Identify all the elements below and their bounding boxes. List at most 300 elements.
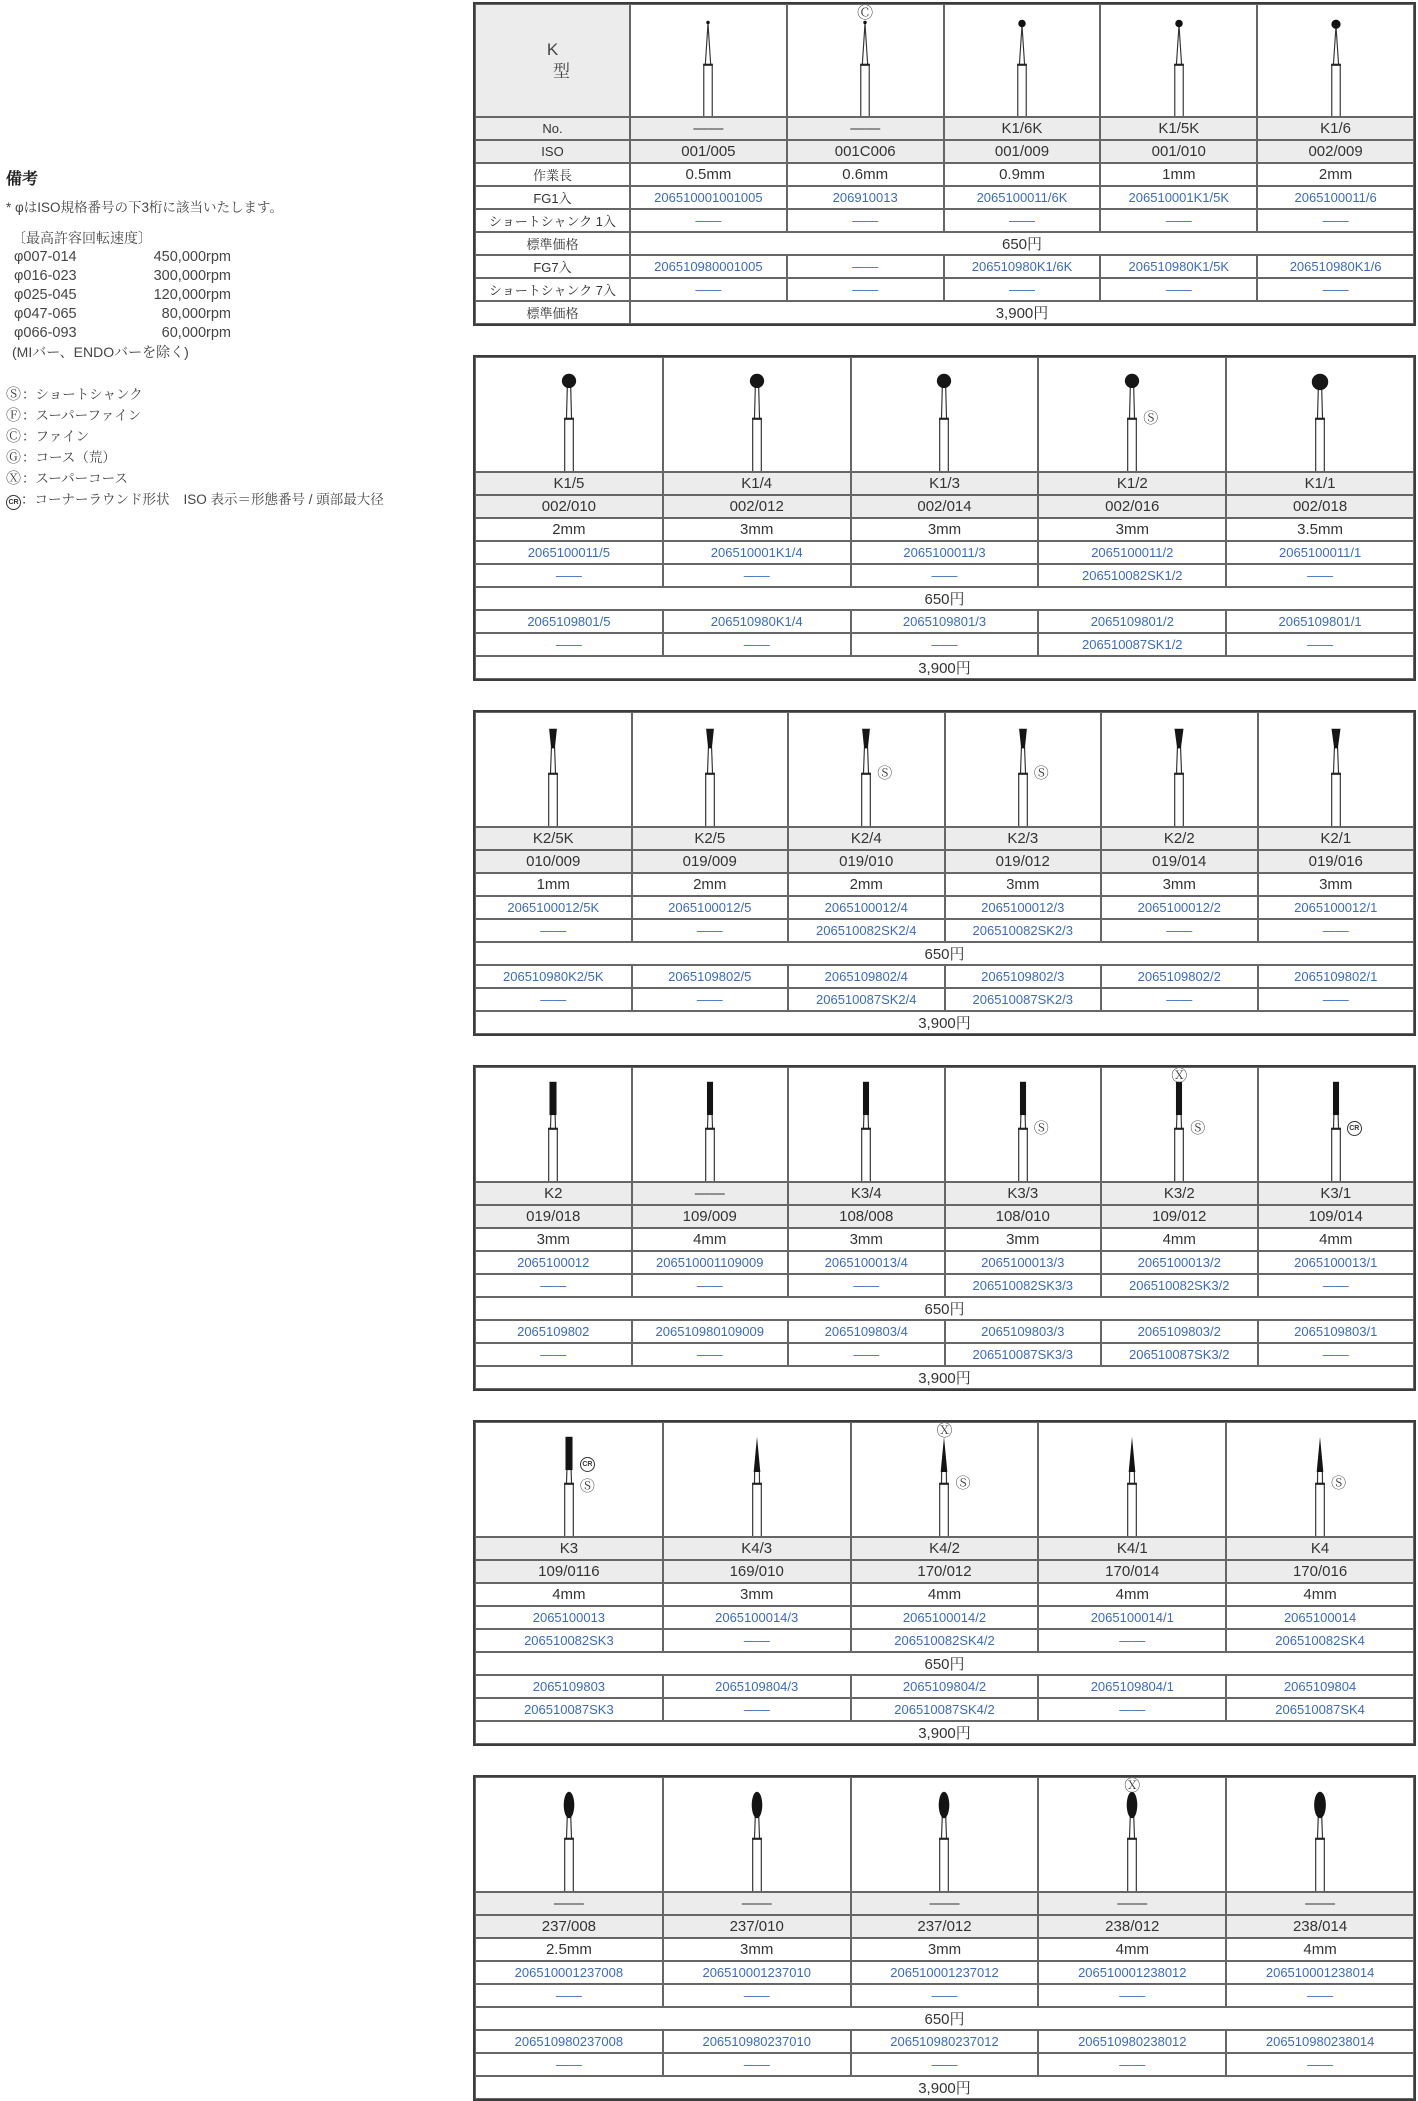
legend-extra: ISO 表示＝形態番号 / 頭部最大径 [183,492,384,507]
bur-image-cell [1258,1067,1415,1182]
bur-tables-area [473,2,1416,2101]
circled-f-icon: Ⓕ [6,407,22,424]
order-code-shortshank1: —— [1226,1984,1414,2007]
order-code-fg1: 2065100011/6K [944,186,1101,209]
order-code-shortshank7: —— [475,988,632,1011]
product-no: K1/1 [1226,472,1414,495]
working-length: 3mm [663,1583,851,1606]
iso-code: 002/012 [663,495,851,518]
order-code-shortshank7: —— [1258,1343,1415,1366]
order-code-shortshank1: —— [1258,1274,1415,1297]
iso-code: 108/010 [945,1205,1102,1228]
order-code-shortshank1: 206510082SK3/3 [945,1274,1102,1297]
product-no: K1/6K [944,117,1101,140]
order-code-shortshank1: 206510082SK2/4 [788,919,945,942]
working-length: 3mm [945,1228,1102,1251]
product-no: K2/3 [945,827,1102,850]
working-length: 2mm [475,518,663,541]
product-no: K4/3 [663,1537,851,1560]
product-no: K3/3 [945,1182,1102,1205]
legend-item [6,405,362,426]
order-code-shortshank1: —— [663,1629,851,1652]
exclusion-note: (MIバー、ENDOバーを除く) [12,344,189,360]
order-code-shortshank1: —— [851,1984,1039,2007]
bur-image-cell [632,1067,789,1182]
bur-image-cell [787,4,944,117]
order-code-fg1: 2065100012/5 [632,896,789,919]
grade-x-icon: Ⓧ [1171,1068,1188,1085]
legend-label: ：ショートシャンク [22,387,143,402]
bur-image-cell [475,357,663,472]
corner-round-icon: CR [6,495,21,510]
order-code-fg1: 2065100012/1 [1258,896,1415,919]
iso-code: 019/012 [945,850,1102,873]
circled-c-icon: Ⓒ [6,428,22,445]
order-code-shortshank1: —— [475,1274,632,1297]
working-length: 4mm [1101,1228,1258,1251]
price-1pack: 650円 [475,2007,1414,2030]
bur-icon [727,1782,787,1892]
product-no: K1/5 [475,472,663,495]
grade-c-icon: Ⓒ [857,5,874,22]
bur-image-cell [1100,4,1257,117]
product-no: —— [787,117,944,140]
working-length: 3mm [663,1938,851,1961]
order-code-shortshank7: 206510087SK3/3 [945,1343,1102,1366]
bur-icon [1149,9,1209,117]
bur-image-cell [1258,712,1415,827]
order-code-fg7: 206510980237012 [851,2030,1039,2053]
order-code-fg1: 2065100013 [475,1606,663,1629]
product-no: K3/4 [788,1182,945,1205]
bur-image-cell [1101,1067,1258,1182]
working-length: 1mm [475,873,632,896]
product-no: K2/4 [788,827,945,850]
order-code-shortshank7: —— [663,2053,851,2076]
bur-icon [539,1782,599,1892]
product-no: K2 [475,1182,632,1205]
bur-image-cell [1038,357,1226,472]
bur-image-cell [663,1777,851,1892]
order-code-shortshank7: —— [1257,278,1414,301]
bur-image-cell [788,712,945,827]
working-length: 4mm [851,1583,1039,1606]
bur-icon [1102,1782,1162,1892]
product-no: K3 [475,1537,663,1560]
order-code-shortshank1: 206510082SK2/3 [945,919,1102,942]
order-code-fg7: 2065109804/1 [1038,1675,1226,1698]
bur-icon [1306,717,1366,827]
order-code-fg1: 2065100013/1 [1258,1251,1415,1274]
bur-icon [680,717,740,827]
bur-image-cell [945,712,1102,827]
bur-image-cell [851,1422,1039,1537]
iso-code: 001C006 [787,140,944,163]
working-length: 4mm [1038,1938,1226,1961]
iso-code: 019/009 [632,850,789,873]
row-label: 標準価格 [475,301,630,324]
order-code-fg1: 2065100011/2 [1038,541,1226,564]
product-no: K1/3 [851,472,1039,495]
working-length: 3mm [1258,873,1415,896]
order-code-shortshank1: —— [663,564,851,587]
speed-row [14,305,362,324]
order-code-shortshank1: —— [475,919,632,942]
order-code-shortshank1: —— [1038,1629,1226,1652]
order-code-fg1: 206510001237008 [475,1961,663,1984]
shortshank-icon: Ⓢ [877,765,893,783]
order-code-shortshank1: —— [787,209,944,232]
side-symbols [1034,766,1049,781]
diameter-range: φ016-023 [14,268,77,284]
order-code-fg1: 2065100014 [1226,1606,1414,1629]
max-rpm: 60,000rpm [161,325,231,341]
order-code-shortshank7: —— [788,1343,945,1366]
order-code-fg7: 2065109802/2 [1101,965,1258,988]
side-symbols [1331,1476,1346,1491]
order-code-shortshank1: —— [1100,209,1257,232]
price-7pack: 3,900円 [630,301,1414,324]
bur-icon [914,1782,974,1892]
bur-icon [727,362,787,472]
bur-icon [914,362,974,472]
iso-code: 010/009 [475,850,632,873]
order-code-fg1: 206510001238012 [1038,1961,1226,1984]
circled-g-icon: Ⓖ [6,449,22,466]
bur-icon [727,1427,787,1537]
legend-label: ：コース（荒） [22,450,116,465]
order-code-fg1: 206510001238014 [1226,1961,1414,1984]
order-code-fg1: 2065100013/4 [788,1251,945,1274]
iso-code: 002/010 [475,495,663,518]
side-symbols [1143,411,1158,426]
order-code-fg1: 206510001K1/5K [1100,186,1257,209]
iso-code: 002/018 [1226,495,1414,518]
bur-image-cell [1101,712,1258,827]
speed-row [14,324,362,343]
order-code-fg7: 2065109802/1 [1258,965,1415,988]
working-length: 4mm [1258,1228,1415,1251]
price-7pack: 3,900円 [475,1011,1414,1034]
product-no: K4 [1226,1537,1414,1560]
order-code-shortshank7: 206510087SK4 [1226,1698,1414,1721]
working-length: 1mm [1100,163,1257,186]
order-code-shortshank7: —— [1258,988,1415,1011]
order-code-fg1: 206510001001005 [630,186,787,209]
shortshank-icon: Ⓢ [955,1475,971,1493]
bur-image-cell [1038,1777,1226,1892]
working-length: 4mm [1226,1583,1414,1606]
order-code-shortshank7: —— [475,1343,632,1366]
order-code-fg7: 206510980K1/6 [1257,255,1414,278]
order-code-fg7: 2065109803/3 [945,1320,1102,1343]
order-code-shortshank7: —— [663,1698,851,1721]
order-code-shortshank1: —— [630,209,787,232]
iso-code: 109/0116 [475,1560,663,1583]
order-code-shortshank1: —— [663,1984,851,2007]
order-code-shortshank7: 206510087SK3 [475,1698,663,1721]
bur-image-cell [1226,357,1414,472]
iso-code: 170/014 [1038,1560,1226,1583]
bur-icon [523,1072,583,1182]
order-code-fg7: 2065109804 [1226,1675,1414,1698]
working-length: 3mm [788,1228,945,1251]
working-length: 4mm [1226,1938,1414,1961]
side-symbols [580,1457,595,1494]
circled-s-icon: Ⓢ [6,386,22,403]
order-code-fg7: 2065109802/5 [632,965,789,988]
order-code-shortshank7: —— [851,633,1039,656]
bur-table-6 [473,1775,1416,2101]
legend-item [6,447,362,468]
bur-table-3 [473,710,1416,1036]
row-label: FG1入 [475,186,630,209]
working-length: 3mm [1038,518,1226,541]
corner-round-icon: CR [1347,1121,1362,1136]
working-length: 2mm [632,873,789,896]
iso-digit-note: * φはISO規格番号の下3桁に該当いたします。 [6,200,283,215]
max-rpm: 300,000rpm [153,268,231,284]
iso-code: 019/018 [475,1205,632,1228]
order-code-fg1: 2065100014/1 [1038,1606,1226,1629]
bur-image-cell [475,712,632,827]
product-no: K1/6 [1257,117,1414,140]
order-code-shortshank7: —— [1038,2053,1226,2076]
order-code-shortshank7: —— [944,278,1101,301]
working-length: 2.5mm [475,1938,663,1961]
product-no: K2/5K [475,827,632,850]
row-label: 作業長 [475,163,630,186]
type-header-cell [475,4,630,117]
order-code-shortshank7: 206510087SK3/2 [1101,1343,1258,1366]
order-code-shortshank1: 206510082SK4 [1226,1629,1414,1652]
order-code-shortshank1: —— [632,1274,789,1297]
order-code-fg7: 2065109804/2 [851,1675,1039,1698]
price-1pack: 650円 [475,942,1414,965]
shortshank-icon: Ⓢ [1033,765,1049,783]
iso-code: 109/012 [1101,1205,1258,1228]
order-code-fg1: 2065100012/5K [475,896,632,919]
max-speed-title: 〔最高許容回転速度〕 [12,230,152,246]
side-symbols [1347,1121,1362,1136]
max-rpm: 120,000rpm [153,287,231,303]
corner-round-icon: CR [580,1457,595,1472]
order-code-shortshank7: 206510087SK1/2 [1038,633,1226,656]
order-code-fg7: 206510980001005 [630,255,787,278]
order-code-shortshank1: —— [1258,919,1415,942]
grade-x-icon: Ⓧ [936,1423,953,1440]
shortshank-icon: Ⓢ [1033,1120,1049,1138]
order-code-shortshank7: —— [475,2053,663,2076]
shortshank-icon: Ⓢ [1190,1120,1206,1138]
bur-icon [835,9,895,117]
order-code-fg1: 2065100011/5 [475,541,663,564]
order-code-fg7: 2065109804/3 [663,1675,851,1698]
order-code-fg1: 206910013 [787,186,944,209]
order-code-shortshank1: —— [475,1984,663,2007]
product-no: —— [632,1182,789,1205]
symbol-legend [6,384,384,510]
order-code-fg1: 206510001237010 [663,1961,851,1984]
order-code-fg7: 206510980109009 [632,1320,789,1343]
product-no: —— [851,1892,1039,1915]
order-code-fg7: 2065109801/2 [1038,610,1226,633]
max-rpm: 450,000rpm [153,249,231,265]
iso-code: 002/014 [851,495,1039,518]
bur-image-cell [945,1067,1102,1182]
iso-code: 002/009 [1257,140,1414,163]
product-no: K4/2 [851,1537,1039,1560]
order-code-fg7: 206510980K1/4 [663,610,851,633]
legend-label: ：ファイン [22,429,90,444]
order-code-shortshank1: 206510082SK3/2 [1101,1274,1258,1297]
order-code-shortshank7: —— [1100,278,1257,301]
order-code-fg1: 2065100011/6 [1257,186,1414,209]
circled-x-icon: Ⓧ [6,470,22,487]
order-code-fg1: 2065100012/3 [945,896,1102,919]
diameter-range: φ066-093 [14,325,77,341]
speed-row [14,248,362,267]
working-length: 2mm [1257,163,1414,186]
order-code-shortshank1: —— [944,209,1101,232]
order-code-fg1: 2065100014/2 [851,1606,1039,1629]
bur-image-cell [1226,1777,1414,1892]
order-code-shortshank7: —— [630,278,787,301]
product-no: K3/1 [1258,1182,1415,1205]
iso-code: 001/009 [944,140,1101,163]
order-code-shortshank1: —— [851,564,1039,587]
order-code-fg7: 206510980237008 [475,2030,663,2053]
order-code-shortshank7: 206510087SK4/2 [851,1698,1039,1721]
working-length: 3mm [475,1228,632,1251]
max-rpm: 80,000rpm [161,306,231,322]
bur-image-cell [475,1422,663,1537]
price-7pack: 3,900円 [475,2076,1414,2099]
legend-item [6,489,384,510]
iso-code: 019/016 [1258,850,1415,873]
order-code-fg7: 206510980K1/6K [944,255,1101,278]
product-no: —— [663,1892,851,1915]
diameter-range: φ025-045 [14,287,77,303]
grade-x-icon: Ⓧ [1124,1778,1141,1795]
legend-label: ：コーナーラウンド形状 [21,492,170,507]
order-code-fg7: 2065109802 [475,1320,632,1343]
order-code-shortshank7: —— [1038,1698,1226,1721]
order-code-fg7: 2065109801/1 [1226,610,1414,633]
order-code-fg1: 206510001109009 [632,1251,789,1274]
order-code-fg1: 206510001237012 [851,1961,1039,1984]
product-no: K1/4 [663,472,851,495]
bur-image-cell [630,4,787,117]
working-length: 3mm [851,518,1039,541]
working-length: 3mm [1101,873,1258,896]
row-label: No. [475,117,630,140]
order-code-fg1: 2065100011/3 [851,541,1039,564]
iso-code: 019/014 [1101,850,1258,873]
speed-row [14,267,362,286]
product-no: —— [1226,1892,1414,1915]
bur-icon [539,362,599,472]
order-code-fg7: 2065109803/1 [1258,1320,1415,1343]
order-code-fg7: 2065109803 [475,1675,663,1698]
shortshank-icon: Ⓢ [1143,410,1159,428]
diameter-range: φ007-014 [14,249,77,265]
order-code-shortshank7: —— [663,633,851,656]
order-code-shortshank1: 206510082SK1/2 [1038,564,1226,587]
working-length: 0.9mm [944,163,1101,186]
iso-code: 109/009 [632,1205,789,1228]
bur-table-5 [473,1420,1416,1746]
order-code-shortshank1: —— [1101,919,1258,942]
working-length: 0.5mm [630,163,787,186]
order-code-shortshank1: 206510082SK3 [475,1629,663,1652]
order-code-shortshank7: —— [851,2053,1039,2076]
order-code-fg1: 2065100011/1 [1226,541,1414,564]
order-code-fg7: 206510980K1/5K [1100,255,1257,278]
order-code-shortshank1: —— [1038,1984,1226,2007]
order-code-fg7: 206510980238012 [1038,2030,1226,2053]
order-code-shortshank1: 206510082SK4/2 [851,1629,1039,1652]
bur-icon [523,717,583,827]
bur-image-cell [1226,1422,1414,1537]
bur-image-cell [475,1067,632,1182]
bur-image-cell [851,1777,1039,1892]
iso-code: 238/012 [1038,1915,1226,1938]
product-no: K1/5K [1100,117,1257,140]
working-length: 3mm [663,518,851,541]
bur-icon [1306,9,1366,117]
order-code-fg1: 2065100014/3 [663,1606,851,1629]
order-code-fg7: 206510980238014 [1226,2030,1414,2053]
order-code-fg1: 2065100012/2 [1101,896,1258,919]
side-symbols [955,1476,970,1491]
product-no: K2/2 [1101,827,1258,850]
bur-icon [1290,1782,1350,1892]
iso-code: 002/016 [1038,495,1226,518]
working-length: 4mm [632,1228,789,1251]
row-label: FG7入 [475,255,630,278]
price-1pack: 650円 [630,232,1414,255]
working-length: 4mm [475,1583,663,1606]
order-code-shortshank7: —— [475,633,663,656]
legend-item [6,384,362,405]
working-length: 2mm [788,873,945,896]
product-no: —— [630,117,787,140]
price-7pack: 3,900円 [475,1721,1414,1744]
order-code-fg7: 206510980K2/5K [475,965,632,988]
legend-label: ：スーパーコース [22,471,128,486]
order-code-shortshank1: —— [475,564,663,587]
order-code-shortshank1: —— [1257,209,1414,232]
iso-code: 019/010 [788,850,945,873]
iso-code: 170/016 [1226,1560,1414,1583]
shortshank-icon: Ⓢ [1331,1475,1347,1493]
order-code-fg1: 2065100012 [475,1251,632,1274]
bur-image-cell [1038,1422,1226,1537]
order-code-fg7: 2065109802/4 [788,965,945,988]
iso-code: 238/014 [1226,1915,1414,1938]
bur-image-cell [475,1777,663,1892]
side-symbols [877,766,892,781]
product-no: —— [475,1892,663,1915]
working-length: 0.6mm [787,163,944,186]
product-no: K2/5 [632,827,789,850]
order-code-shortshank7: —— [1101,988,1258,1011]
bur-image-cell [944,4,1101,117]
order-code-fg1: 206510001K1/4 [663,541,851,564]
iso-code: 001/010 [1100,140,1257,163]
iso-code: 237/012 [851,1915,1039,1938]
